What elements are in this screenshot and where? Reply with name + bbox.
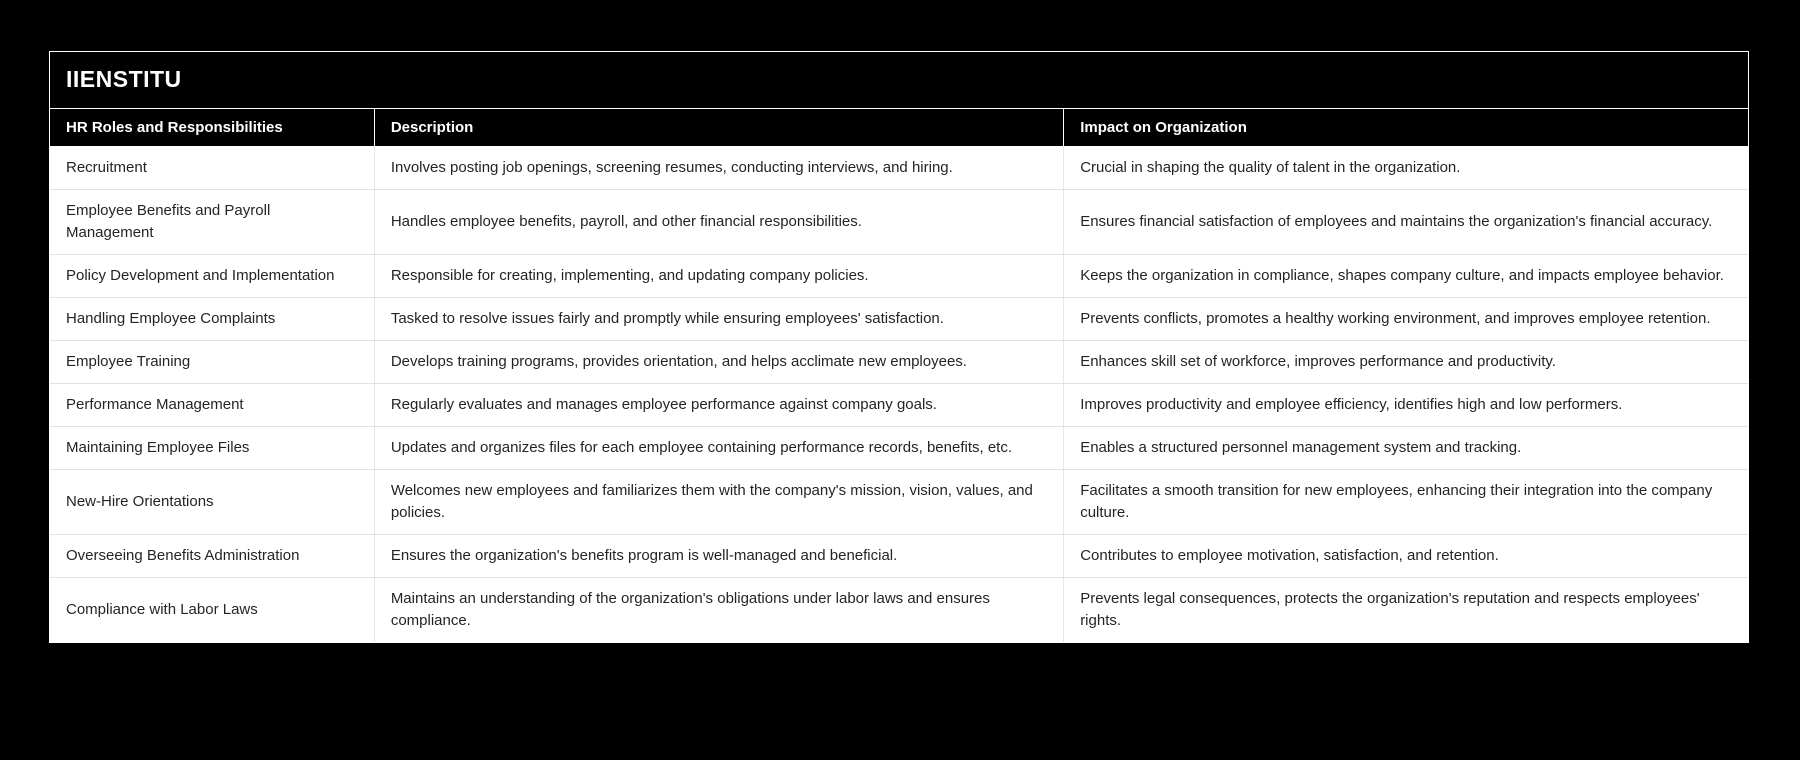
column-header-impact: Impact on Organization	[1064, 109, 1748, 147]
description-cell: Welcomes new employees and familiarizes them with the company's mission, vision, values, and policies.	[374, 470, 1063, 535]
table-row	[50, 341, 1748, 384]
header-row	[50, 109, 1748, 147]
description-cell: Handles employee benefits, payroll, and other financial responsibilities.	[374, 190, 1063, 255]
impact-cell: Enables a structured personnel management system and tracking.	[1064, 427, 1748, 470]
table-row	[50, 535, 1748, 578]
impact-cell: Enhances skill set of workforce, improves performance and productivity.	[1064, 341, 1748, 384]
impact-cell: Facilitates a smooth transition for new employees, enhancing their integration into the company culture.	[1064, 470, 1748, 535]
description-cell: Updates and organizes files for each employee containing performance records, benefits, etc.	[374, 427, 1063, 470]
table-row	[50, 255, 1748, 298]
role-cell: Overseeing Benefits Administration	[50, 535, 374, 578]
role-cell: Recruitment	[50, 147, 374, 190]
table-row	[50, 190, 1748, 255]
impact-cell: Prevents conflicts, promotes a healthy working environment, and improves employee retention.	[1064, 298, 1748, 341]
description-cell: Maintains an understanding of the organization's obligations under labor laws and ensures compliance.	[374, 578, 1063, 643]
table-row	[50, 427, 1748, 470]
role-cell: Employee Benefits and Payroll Management	[50, 190, 374, 255]
role-cell: Employee Training	[50, 341, 374, 384]
description-cell: Tasked to resolve issues fairly and promptly while ensuring employees' satisfaction.	[374, 298, 1063, 341]
role-cell: Maintaining Employee Files	[50, 427, 374, 470]
role-cell: Compliance with Labor Laws	[50, 578, 374, 643]
hr-roles-table	[50, 108, 1748, 642]
page-title: IIENSTITU	[50, 52, 1748, 108]
impact-cell: Keeps the organization in compliance, shapes company culture, and impacts employee behavior.	[1064, 255, 1748, 298]
table-row	[50, 578, 1748, 643]
impact-cell: Ensures financial satisfaction of employees and maintains the organization's financial accuracy.	[1064, 190, 1748, 255]
column-header-role: HR Roles and Responsibilities	[50, 109, 374, 147]
role-cell: Performance Management	[50, 384, 374, 427]
table-row	[50, 470, 1748, 535]
role-cell: Handling Employee Complaints	[50, 298, 374, 341]
description-cell: Regularly evaluates and manages employee performance against company goals.	[374, 384, 1063, 427]
column-header-description: Description	[374, 109, 1063, 147]
impact-cell: Prevents legal consequences, protects the organization's reputation and respects employees' rights.	[1064, 578, 1748, 643]
description-cell: Involves posting job openings, screening resumes, conducting interviews, and hiring.	[374, 147, 1063, 190]
table-body	[50, 147, 1748, 643]
table-header	[50, 109, 1748, 147]
impact-cell: Crucial in shaping the quality of talent in the organization.	[1064, 147, 1748, 190]
hr-roles-card	[49, 51, 1749, 643]
role-cell: Policy Development and Implementation	[50, 255, 374, 298]
table-row	[50, 147, 1748, 190]
table-row	[50, 298, 1748, 341]
description-cell: Responsible for creating, implementing, and updating company policies.	[374, 255, 1063, 298]
description-cell: Ensures the organization's benefits program is well-managed and beneficial.	[374, 535, 1063, 578]
impact-cell: Improves productivity and employee efficiency, identifies high and low performers.	[1064, 384, 1748, 427]
impact-cell: Contributes to employee motivation, satisfaction, and retention.	[1064, 535, 1748, 578]
table-row	[50, 384, 1748, 427]
role-cell: New-Hire Orientations	[50, 470, 374, 535]
description-cell: Develops training programs, provides orientation, and helps acclimate new employees.	[374, 341, 1063, 384]
